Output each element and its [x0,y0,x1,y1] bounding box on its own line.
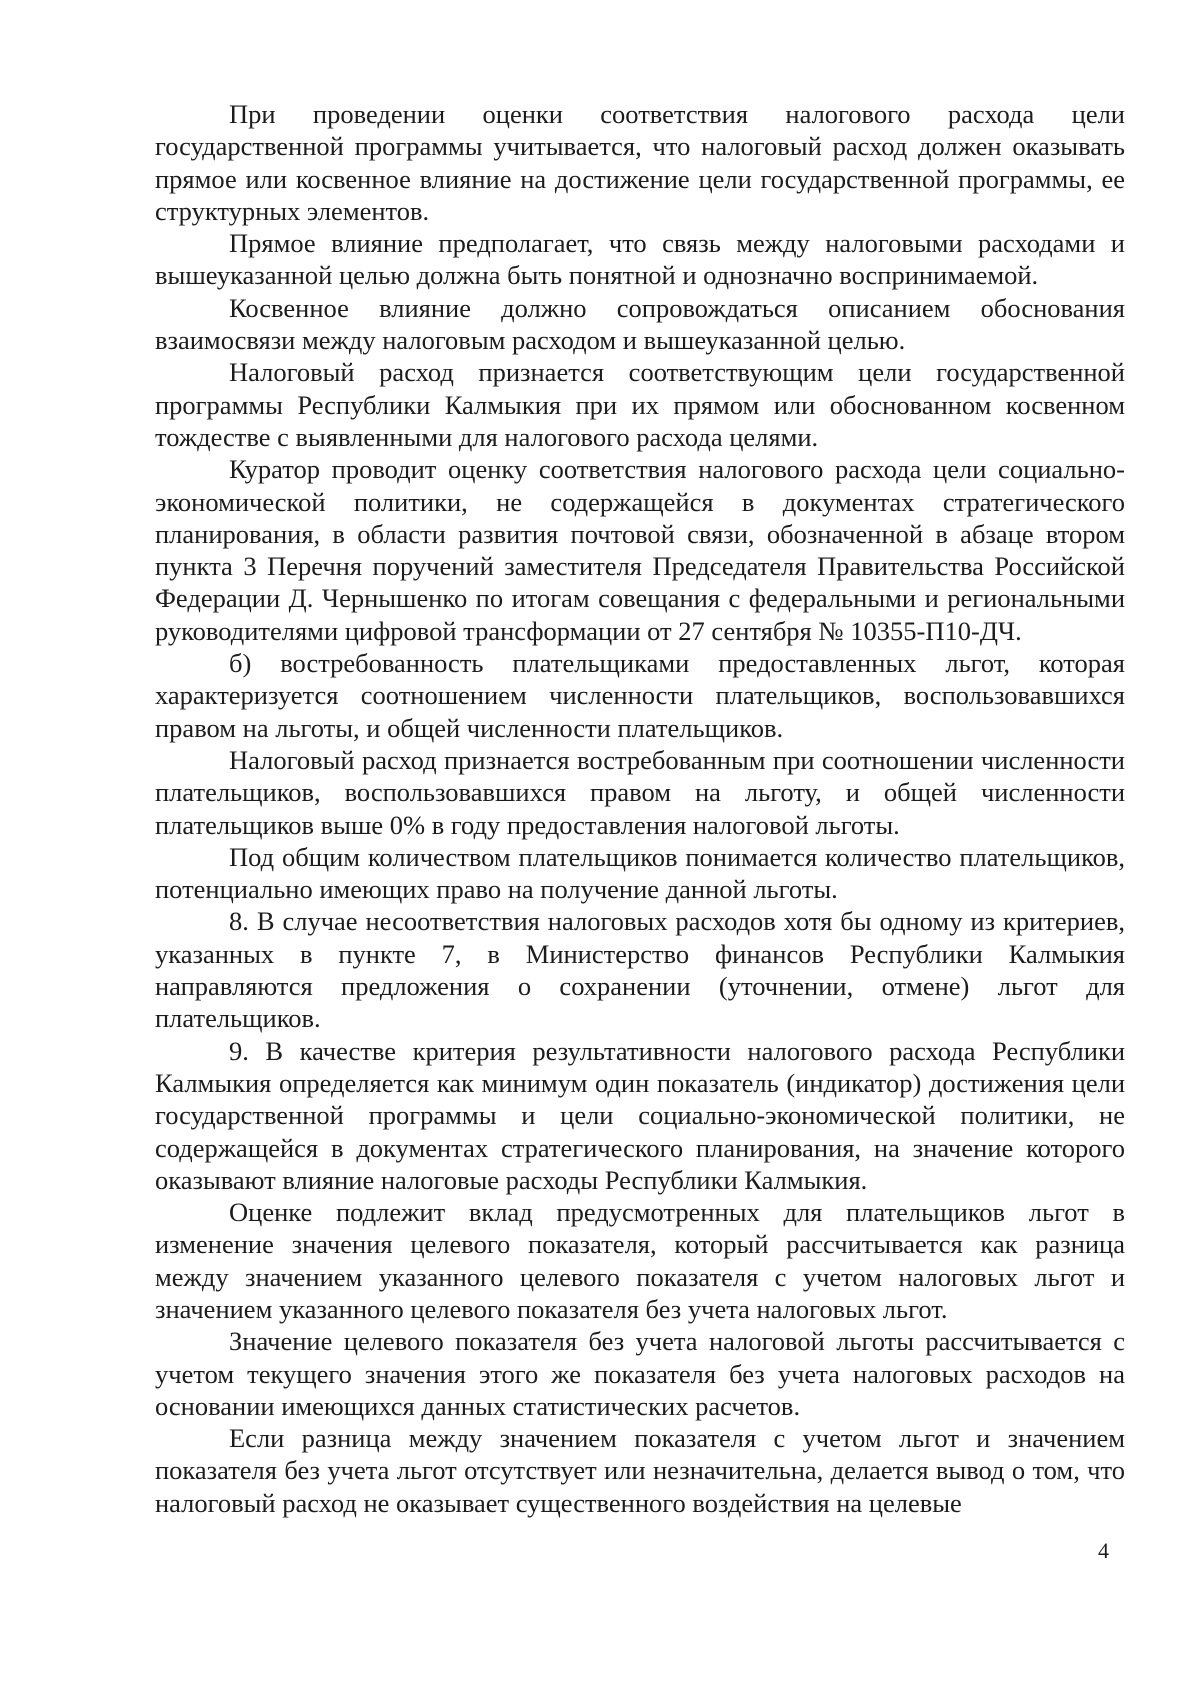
paragraph-curator-assessment: Куратор проводит оценку соответствия налогового расхода цели социально-экономической политики, не содержащейся в документах стратегического планирования, в области развития почтовой связи, обозначенной в абзаце втором пункта 3 Перечня поручений заместителя Председателя Правительства Российской Федерации Д. Чернышенко по итогам совещания с федеральными и региональными руководителями цифровой трансформации от 27 сентября № 10355-П10-ДЧ. [155,454,1125,646]
paragraph-compliance: Налоговый расход признается соответствующим цели государственной программы Республики Калмыкия при их прямом или обоснованном косвенном тождестве с выявленными для налогового расхода целями. [155,357,1125,452]
paragraph-item-8: 8. В случае несоответствия налоговых расходов хотя бы одному из критериев, указанных в пункте 7, в Министерство финансов Республики Калмыкия направляются предложения о сохранении (уточнении, отмене) льгот для плательщиков. [155,906,1125,1034]
paragraph-baseline-value: Значение целевого показателя без учета налоговой льготы рассчитывается с учетом текущего значения этого же показателя без учета налоговых расходов на основании имеющихся данных статистических расчетов. [155,1326,1125,1421]
paragraph-demand-criterion: б) востребованность плательщиками предоставленных льгот, которая характеризуется соотношением численности плательщиков, воспользовавшихся правом на льготы, и общей численности плательщиков. [155,648,1125,743]
page-number: 4 [1098,1538,1109,1563]
paragraph-demand-threshold: Налоговый расход признается востребованным при соотношении численности плательщиков, воспользовавшихся правом на льготу, и общей численности плательщиков выше 0% в году предоставления налоговой льготы. [155,744,1125,840]
paragraph-assessment-goal: При проведении оценки соответствия налогового расхода цели государственной программы учитывается, что налоговый расход должен оказывать прямое или косвенное влияние на достижение цели государственной программы, ее структурных элементов. [155,99,1125,226]
document-body [155,98,1125,1519]
paragraph-indirect-influence: Косвенное влияние должно сопровождаться описанием обоснования взаимосвязи между налоговым расходом и вышеуказанной целью. [155,292,1125,356]
paragraph-direct-influence: Прямое влияние предполагает, что связь между налоговыми расходами и вышеуказанной целью должна быть понятной и однозначно воспринимаемой. [155,228,1125,291]
paragraph-total-payers: Под общим количеством плательщиков понимается количество плательщиков, потенциально имеющих право на получение данной льготы. [155,841,1125,905]
paragraph-conclusion: Если разница между значением показателя с учетом льгот и значением показателя без учета льгот отсутствует или незначительна, делается вывод о том, что налоговый расход не оказывает существенного воздействия на целевые [155,1423,1125,1518]
paragraph-item-9: 9. В качестве критерия результативности налогового расхода Республики Калмыкия определяется как минимум один показатель (индикатор) достижения цели государственной программы и цели социально-экономической политики, не содержащейся в документах стратегического планирования, на значение которого оказывают влияние налоговые расходы Республики Калмыкия. [155,1035,1125,1195]
paragraph-contribution: Оценке подлежит вклад предусмотренных для плательщиков льгот в изменение значения целевого показателя, который рассчитывается как разница между значением указанного целевого показателя с учетом налоговых льгот и значением указанного целевого показателя без учета налоговых льгот. [155,1197,1125,1324]
